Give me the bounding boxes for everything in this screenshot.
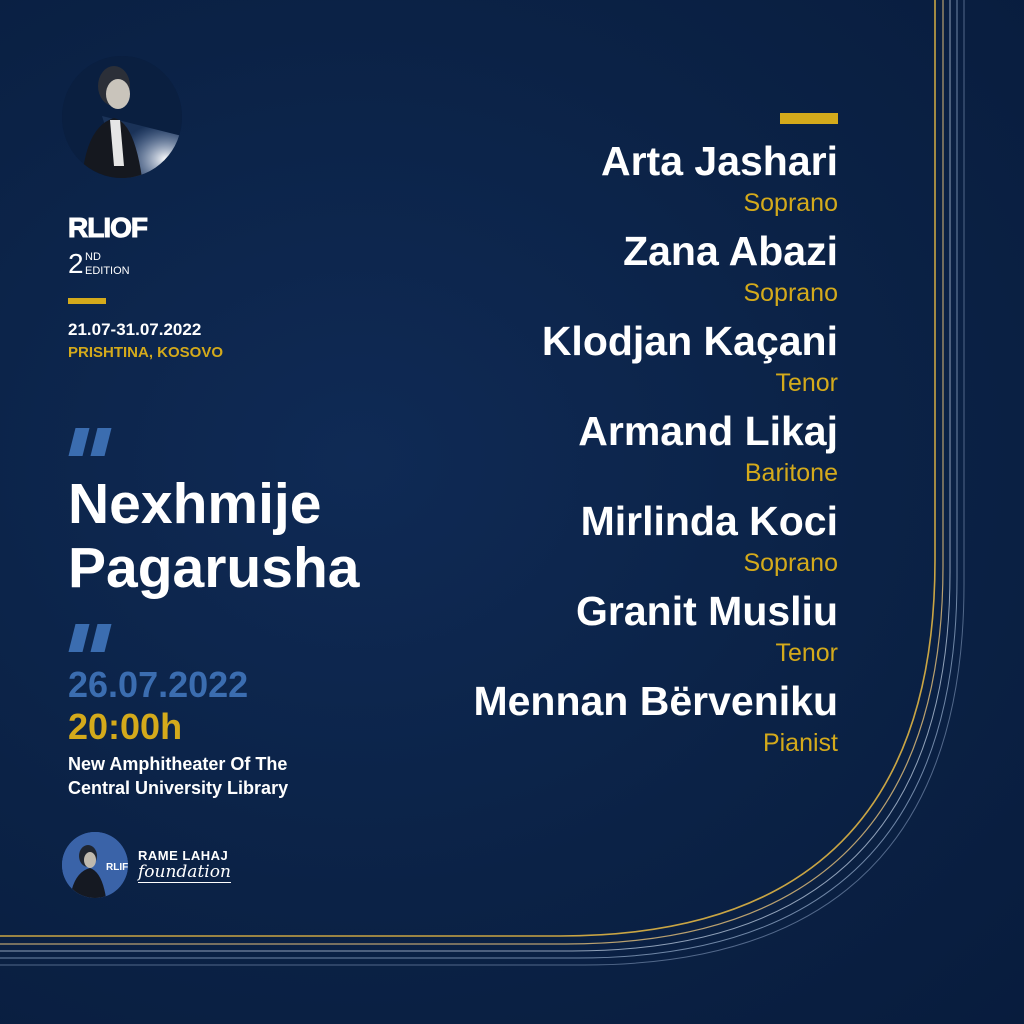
edition-suffix: ND: [85, 251, 101, 263]
portrait-illustration: [62, 56, 182, 178]
performer-name: Armand Likaj: [578, 408, 838, 454]
performer-name: Granit Musliu: [576, 588, 838, 634]
gold-divider-left: [68, 298, 106, 304]
performer-item: [473, 138, 838, 228]
performer-item: [473, 408, 838, 498]
performer-name: Mirlinda Koci: [580, 498, 838, 544]
close-quote-icon: [68, 624, 118, 654]
festival-dates: 21.07-31.07.2022: [68, 320, 202, 339]
performer-name: Zana Abazi: [623, 228, 838, 274]
performer-role: Soprano: [743, 189, 838, 217]
performer-role: Soprano: [743, 549, 838, 577]
performer-name: Klodjan Kaçani: [541, 318, 838, 364]
performer-item: [473, 588, 838, 678]
performer-role: Soprano: [743, 279, 838, 307]
performer-list: [473, 138, 838, 768]
edition-label: EDITION: [85, 265, 130, 277]
open-quote-icon: [68, 428, 118, 458]
performer-name: Arta Jashari: [600, 138, 838, 184]
gold-divider-right: [780, 113, 838, 124]
event-time: 20:00h: [68, 706, 183, 747]
foundation-logo: [62, 832, 128, 898]
foundation-name: RAME LAHAJ: [138, 848, 229, 863]
edition-number: 2: [68, 248, 84, 279]
foundation-logo-illustration: [62, 832, 128, 898]
foundation-logo-text: RLIF: [106, 862, 128, 873]
festival-logo: RLIOF: [68, 212, 147, 243]
performer-role: Tenor: [775, 369, 838, 397]
performer-name: Mennan Bërveniku: [473, 678, 838, 724]
performer-item: [473, 498, 838, 588]
performer-item: [473, 678, 838, 768]
event-date: 26.07.2022: [68, 664, 249, 705]
performer-role: Pianist: [762, 729, 838, 757]
performer-role: Tenor: [775, 639, 838, 667]
portrait-logo: [62, 56, 182, 178]
performer-role: Baritone: [744, 459, 838, 487]
venue-line2: Central University Library: [68, 778, 289, 798]
event-venue: [68, 752, 288, 800]
performer-item: [473, 318, 838, 408]
event-title-line1: Nexhmije: [68, 472, 322, 536]
festival-location: PRISHTINA, KOSOVO: [68, 344, 224, 361]
performer-item: [473, 228, 838, 318]
venue-line1: New Amphitheater Of The: [68, 754, 288, 774]
event-title: [68, 472, 359, 600]
foundation-subtitle: foundation: [138, 862, 231, 882]
event-title-line2: Pagarusha: [68, 536, 360, 600]
